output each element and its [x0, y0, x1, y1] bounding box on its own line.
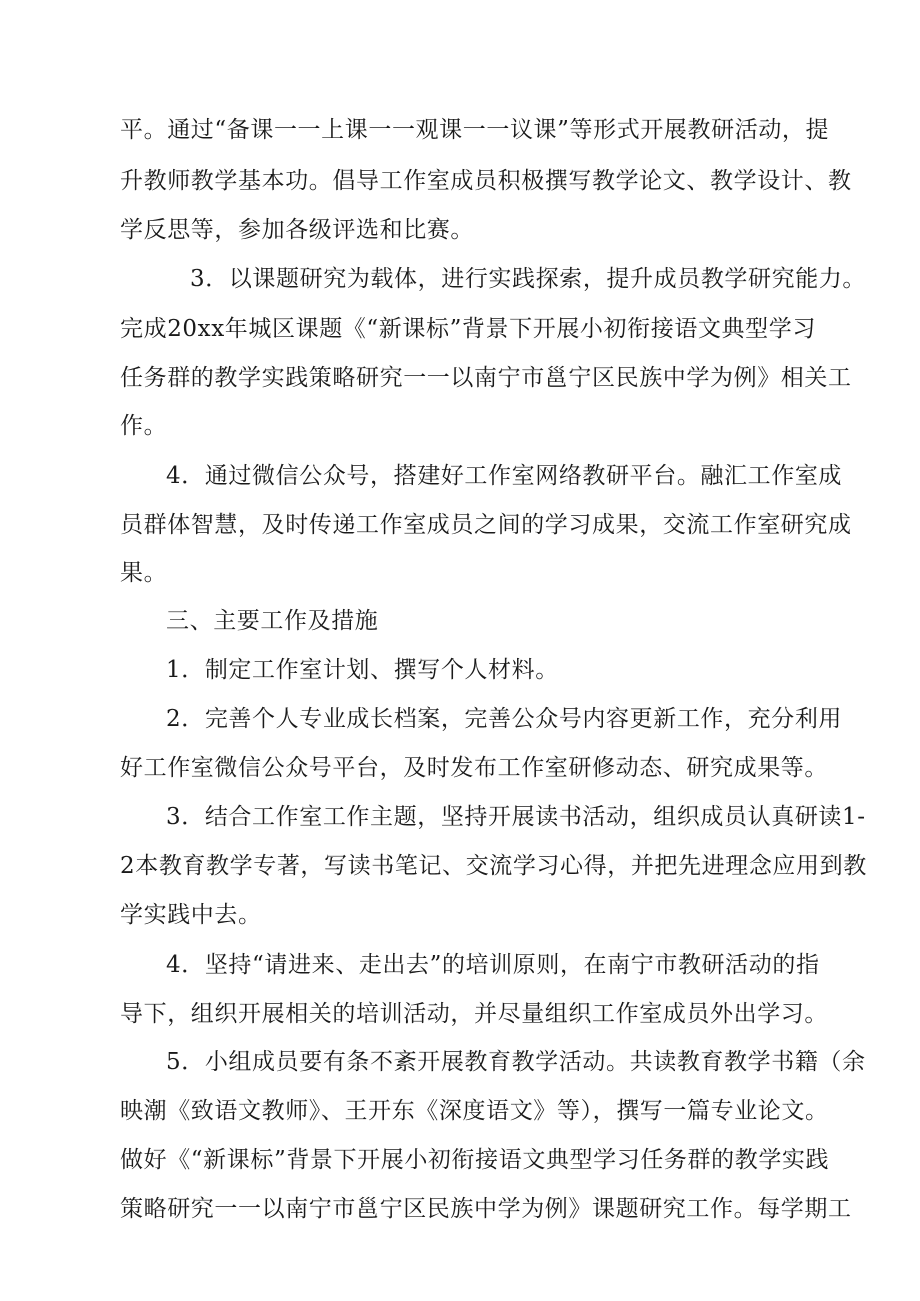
- body-text-line: 好工作室微信公众号平台，及时发布工作室研修动态、研究成果等。: [120, 755, 828, 781]
- list-item-line: 3．结合工作室工作主题，坚持开展读书活动，组织成员认真研读1-: [166, 804, 866, 830]
- body-text-line: 学反思等，参加各级评选和比赛。: [120, 217, 474, 243]
- section-heading: 三、主要工作及措施: [166, 608, 379, 634]
- body-text-line: 升教师教学基本功。倡导工作室成员积极撰写教学论文、教学设计、教: [120, 168, 852, 194]
- body-text-line: 员群体智慧，及时传递工作室成员之间的学习成果，交流工作室研究成: [120, 512, 852, 538]
- list-item-line: 2．完善个人专业成长档案，完善公众号内容更新工作，充分利用: [166, 706, 843, 732]
- list-item-line: 1．制定工作室计划、撰写个人材料。: [166, 657, 559, 683]
- body-text-line: 任务群的教学实践策略研究一一以南宁市邕宁区民族中学为例》相关工: [120, 365, 852, 391]
- body-text-line: 果。: [120, 560, 168, 586]
- body-text-line: 导下，组织开展相关的培训活动，并尽量组织工作室成员外出学习。: [120, 1001, 828, 1027]
- body-text-line: 做好《“新课标”背景下开展小初衔接语文典型学习任务群的教学实践: [120, 1147, 830, 1173]
- body-text-line: 2本教育教学专著，写读书笔记、交流学习心得，并把先进理念应用到教: [120, 853, 867, 879]
- body-text-line: 学实践中去。: [120, 902, 262, 928]
- body-text-line: 策略研究一一以南宁市邕宁区民族中学为例》课题研究工作。每学期工: [120, 1196, 852, 1222]
- list-item-line: 4．通过微信公众号，搭建好工作室网络教研平台。融汇工作室成: [166, 463, 843, 489]
- body-text-line: 平。通过“备课一一上课一一观课一一议课”等形式开展教研活动，提: [120, 117, 830, 143]
- body-text-line: 作。: [120, 413, 168, 439]
- body-text-line: 映潮《致语文教师》、王开东《深度语文》等），撰写一篇专业论文。: [120, 1098, 829, 1124]
- list-item-line: 4．坚持“请进来、走出去”的培训原则，在南宁市教研活动的指: [166, 952, 820, 978]
- list-item-line: 3．以课题研究为载体，进行实践探索，提升成员教学研究能力。: [190, 266, 867, 292]
- body-text-line: 完成20xx年城区课题《“新课标”背景下开展小初衔接语文典型学习: [120, 316, 816, 342]
- list-item-line: 5．小组成员要有条不紊开展教育教学活动。共读教育教学书籍（余: [166, 1049, 866, 1075]
